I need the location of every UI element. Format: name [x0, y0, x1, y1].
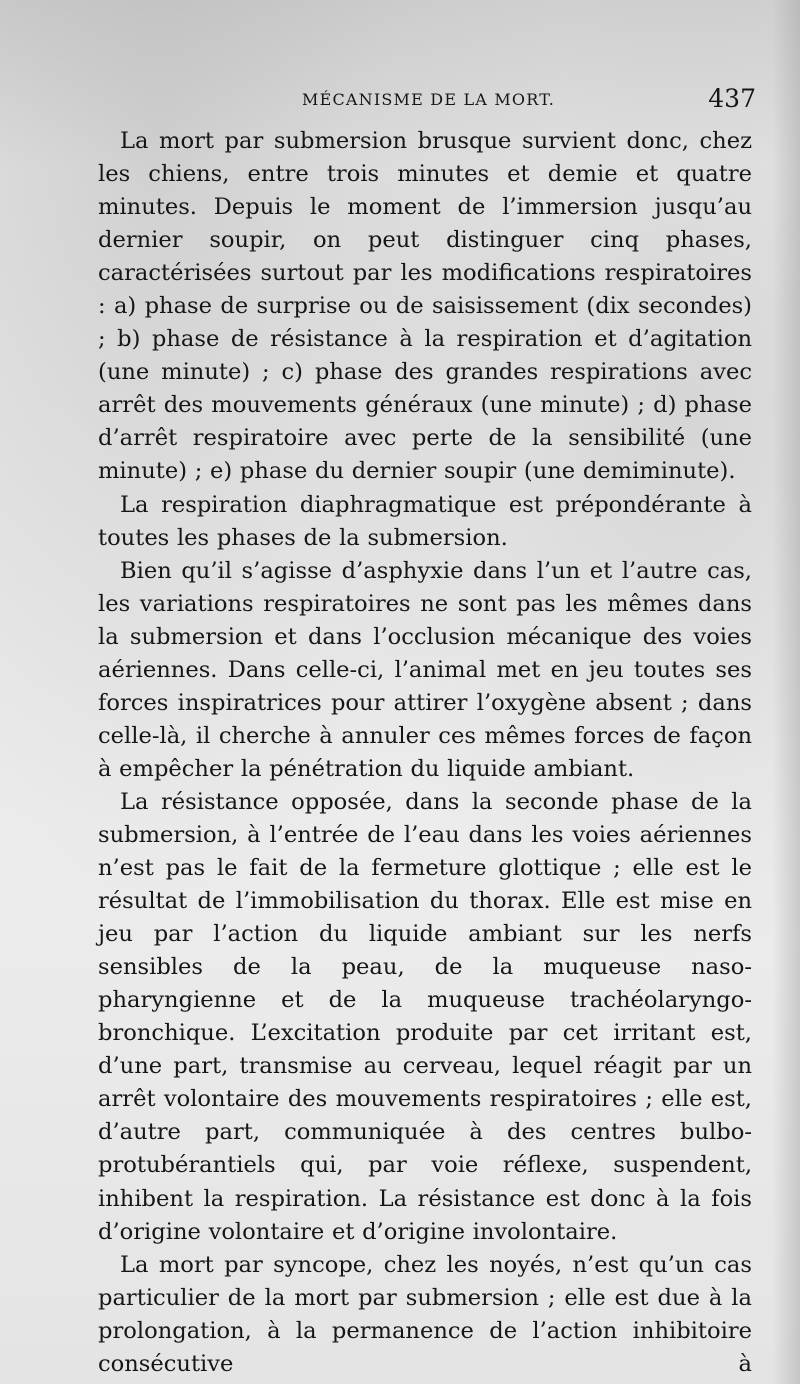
paragraph-diaphragmatic-respiration: La respiration diaphragmatique est prépondérante à toutes les phases de la submersion. — [98, 491, 752, 551]
page-edge-shadow — [772, 0, 800, 1384]
running-title: MÉCANISME DE LA MORT. — [302, 90, 556, 109]
paragraph-asphyxia-comparison: Bien qu’il s’agisse d’asphyxie dans l’un et l’autre cas, les variations respiratoires ne sont pas les mêmes dans la submersion et dans l’occlusion mécanique des voies aériennes. Dans celle-ci, l’animal met en jeu toutes ses forces inspiratrices pour attirer l’oxygène absent ; dans celle-là, il cherche à annuler ces mêmes forces de façon à empêcher la pénétration du liquide ambiant. — [98, 557, 752, 782]
paragraph-resistance: La résistance opposée, dans la seconde phase de la submersion, à l’entrée de l’eau dans les voies aériennes n’est pas le fait de la fermeture glottique ; elle est le résultat de l’immobilisation du thorax. Elle est mise en jeu par l’action du liquide ambiant sur les nerfs sensibles de la peau, de la muqueuse naso-pharyngienne et de la muqueuse trachéolaryngo-bronchique. L’excitation produite par cet irritant est, d’une part, transmise au cerveau, lequel réagit par un arrêt volontaire des mouvements respiratoires ; elle est, d’autre part, communiquée à des centres bulbo-protubérantiels qui, par voie réflexe, suspendent, inhibent la respiration. La résistance est donc à la fois d’origine volontaire et d’origine involontaire. — [98, 788, 752, 1245]
page-number: 437 — [708, 84, 756, 113]
body-text — [98, 125, 752, 1381]
page-header — [120, 84, 756, 120]
paragraph-syncope: La mort par syncope, chez les noyés, n’est qu’un cas particulier de la mort par submersion ; elle est due à la prolongation, à la permanence de l’action inhibitoire consécutive à — [98, 1251, 752, 1377]
paragraph-submersion-phases: La mort par submersion brusque survient donc, chez les chiens, entre trois minutes et demie et quatre minutes. Depuis le moment de l’immersion jusqu’au dernier soupir, on peut distinguer cinq phases, caractérisées surtout par les modifications respiratoires : a) phase de surprise ou de saisissement (dix secondes) ; b) phase de résistance à la respiration et d’agitation (une minute) ; c) phase des grandes respirations avec arrêt des mouvements généraux (une minute) ; d) phase d’arrêt respiratoire avec perte de la sensibilité (une minute) ; e) phase du dernier soupir (une demiminute). — [98, 128, 752, 485]
